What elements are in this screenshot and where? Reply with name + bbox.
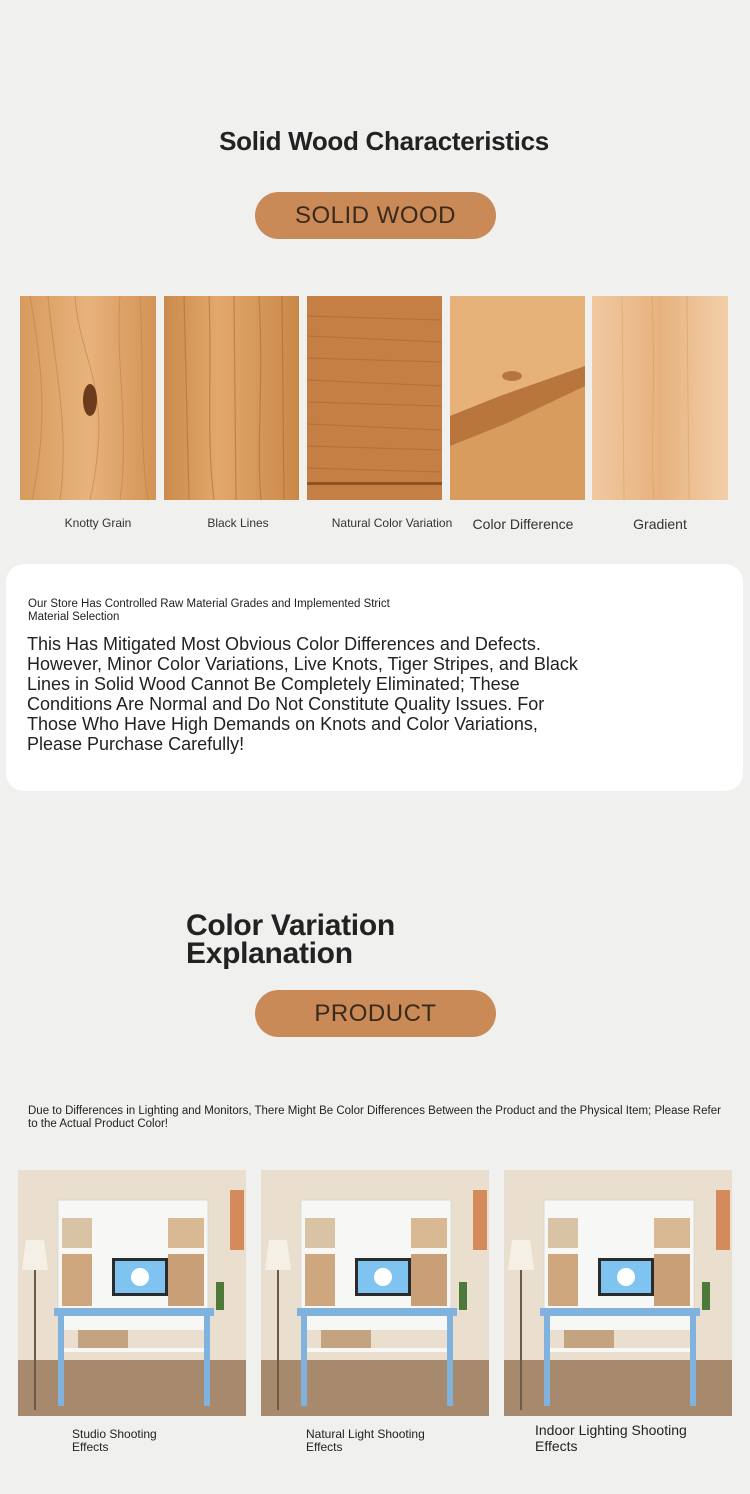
- solid-wood-pill: SOLID WOOD: [255, 192, 496, 239]
- wood-light-texture-image: [592, 296, 728, 500]
- natural-light-shooting-photo: [261, 1170, 489, 1416]
- studio-shooting-photo: [18, 1170, 246, 1416]
- photo-label-natural-light: Natural Light Shooting Effects: [306, 1427, 425, 1454]
- swatch-label-color-difference: Color Difference: [472, 516, 574, 532]
- photo-label-indoor-lighting: Indoor Lighting Shooting Effects: [535, 1422, 687, 1454]
- wood-board-texture-image: [307, 296, 442, 500]
- wood-knot-texture-image: [20, 296, 156, 500]
- swatch-label-natural-color-variation: Natural Color Variation: [331, 516, 453, 530]
- section-title-color-variation: Color Variation Explanation: [186, 909, 395, 970]
- swatch-label-black-lines: Black Lines: [207, 516, 269, 530]
- notice-body: This Has Mitigated Most Obvious Color Differences and Defects. However, Minor Color Variations, Live Knots, Tiger Stripes, and Black Lines in Solid Wood Cannot Be Completely Eliminated; These Conditions Are Normal and Do Not Constitute Quality Issues. For Those Who Have High Demands on Knots and Color Variations, Please Purchase Carefully!: [27, 634, 578, 754]
- section-title-solid-wood: Solid Wood Characteristics: [219, 126, 549, 156]
- swatch-label-gradient: Gradient: [633, 516, 687, 532]
- wood-edge-texture-image: [450, 296, 585, 500]
- indoor-lighting-shooting-photo: [504, 1170, 732, 1416]
- wood-grain-texture-image: [164, 296, 299, 500]
- notice-subtitle: Our Store Has Controlled Raw Material Grades and Implemented Strict Material Selection: [28, 598, 390, 623]
- product-pill: PRODUCT: [255, 990, 496, 1037]
- photo-label-studio: Studio Shooting Effects: [72, 1427, 157, 1454]
- swatch-label-knotty-grain: Knotty Grain: [64, 516, 132, 530]
- color-difference-note: Due to Differences in Lighting and Monitors, There Might Be Color Differences Between the Product and the Physical Item; Please Refer to the Actual Product Color!: [28, 1105, 721, 1130]
